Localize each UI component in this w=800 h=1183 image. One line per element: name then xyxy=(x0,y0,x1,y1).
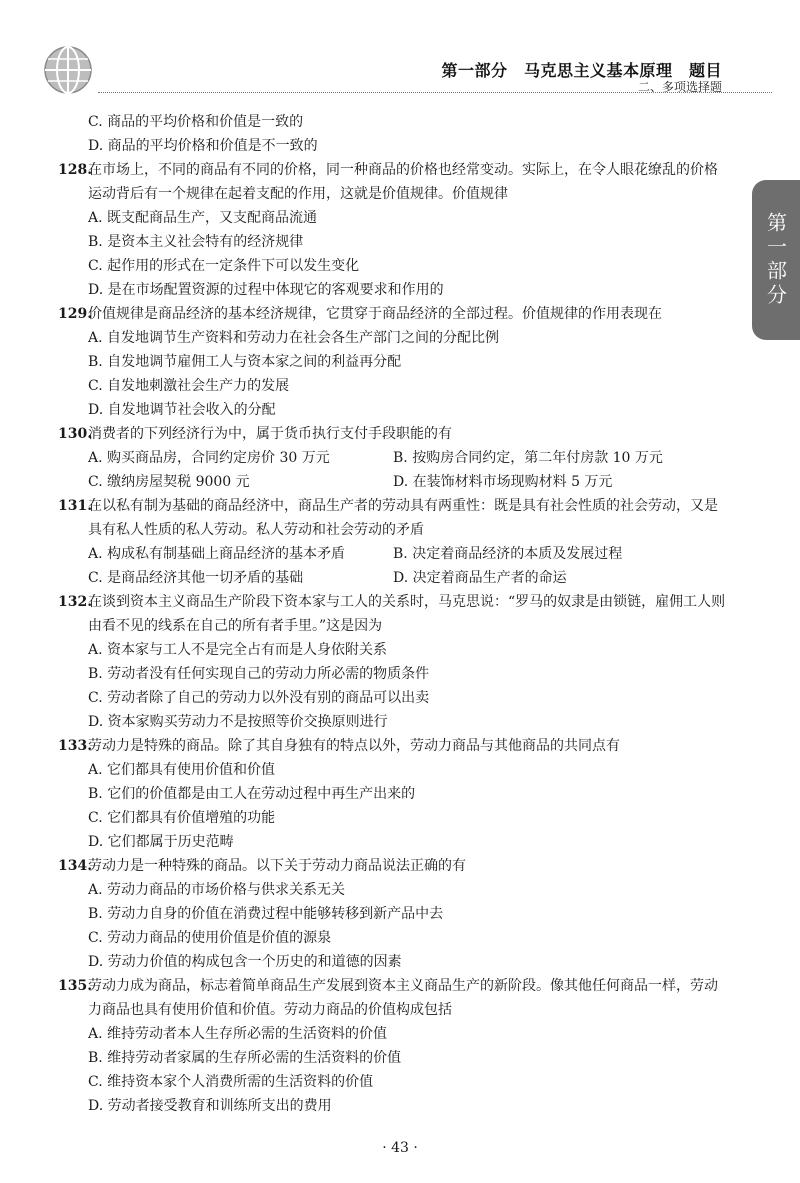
option: B. 维持劳动者家属的生存所必需的生活资料的价值 xyxy=(88,1050,402,1066)
question-128 xyxy=(58,158,728,206)
option: A. 构成私有制基础上商品经济的基本矛盾 xyxy=(88,546,346,562)
question-content xyxy=(58,110,728,1118)
question-135 xyxy=(58,974,728,1022)
question-stem: 在市场上，不同的商品有不同的价格，同一种商品的价格也经常变动。实际上，在令人眼花缭乱的价格运动背后有一个规律在起着支配的作用，这就是价值规律。价值规律 xyxy=(88,162,718,202)
header-title: 第一部分 马克思主义基本原理 题目 xyxy=(441,61,722,80)
header-divider xyxy=(98,92,772,93)
option: D. 劳动力价值的构成包含一个历史的和道德的因素 xyxy=(88,954,402,970)
option: C. 劳动者除了自己的劳动力以外没有别的商品可以出卖 xyxy=(88,690,430,706)
question-number: 129. xyxy=(58,306,93,322)
option: D. 资本家购买劳动力不是按照等价交换原则进行 xyxy=(88,714,388,730)
option: C. 是商品经济其他一切矛盾的基础 xyxy=(88,570,304,586)
option-grid xyxy=(58,542,728,590)
option: A. 购买商品房，合同约定房价 30 万元 xyxy=(88,450,330,466)
option: C. 起作用的形式在一定条件下可以发生变化 xyxy=(88,258,360,274)
question-131 xyxy=(58,494,728,542)
header-subtitle: 二、多项选择题 xyxy=(637,80,722,94)
option: A. 维持劳动者本人生存所必需的生活资料的价值 xyxy=(88,1026,388,1042)
question-130 xyxy=(58,422,728,446)
option: C. 维持资本家个人消费所需的生活资料的价值 xyxy=(88,1074,374,1090)
question-number: 133. xyxy=(58,738,93,754)
question-number: 135. xyxy=(58,978,93,994)
option: B. 劳动者没有任何实现自己的劳动力所必需的物质条件 xyxy=(88,666,430,682)
option: C. 自发地刺激社会生产力的发展 xyxy=(88,378,290,394)
option: A. 劳动力商品的市场价格与供求关系无关 xyxy=(88,882,346,898)
option: A. 既支配商品生产，又支配商品流通 xyxy=(88,210,318,226)
globe-logo-icon xyxy=(42,44,94,96)
option: D. 是在市场配置资源的过程中体现它的客观要求和作用的 xyxy=(88,282,444,298)
question-number: 132. xyxy=(58,594,93,610)
question-number: 131. xyxy=(58,498,93,514)
section-side-tab: 第一部分 xyxy=(752,180,800,340)
option: B. 劳动力自身的价值在消费过程中能够转移到新产品中去 xyxy=(88,906,444,922)
option: A. 资本家与工人不是完全占有而是人身依附关系 xyxy=(88,642,388,658)
question-134 xyxy=(58,854,728,878)
option: D. 决定着商品生产者的命运 xyxy=(393,570,567,586)
option: A. 它们都具有使用价值和价值 xyxy=(88,762,276,778)
option: D. 自发地调节社会收入的分配 xyxy=(88,402,276,418)
question-stem: 在谈到资本主义商品生产阶段下资本家与工人的关系时，马克思说：“罗马的奴隶是由锁链，雇佣工人则由看不见的线系在自己的所有者手里。”这是因为 xyxy=(88,594,726,634)
question-stem: 在以私有制为基础的商品经济中，商品生产者的劳动具有两重性：既是具有社会性质的社会劳动，又是具有私人性质的私人劳动。私人劳动和社会劳动的矛盾 xyxy=(88,498,718,538)
option: B. 是资本主义社会特有的经济规律 xyxy=(88,234,304,250)
option: C. 缴纳房屋契税 9000 元 xyxy=(88,474,250,490)
question-number: 134. xyxy=(58,858,93,874)
lead-option: D. 商品的平均价格和价值是不一致的 xyxy=(88,138,318,154)
question-number: 128. xyxy=(58,162,93,178)
option-grid xyxy=(58,446,728,494)
question-stem: 价值规律是商品经济的基本经济规律，它贯穿于商品经济的全部过程。价值规律的作用表现在 xyxy=(88,306,662,322)
question-stem: 劳动力是一种特殊的商品。以下关于劳动力商品说法正确的有 xyxy=(88,858,466,874)
question-stem: 劳动力是特殊的商品。除了其自身独有的特点以外，劳动力商品与其他商品的共同点有 xyxy=(88,738,620,754)
question-129 xyxy=(58,302,728,326)
option: B. 它们的价值都是由工人在劳动过程中再生产出来的 xyxy=(88,786,416,802)
page-number: · 43 · xyxy=(382,1140,418,1156)
question-stem: 消费者的下列经济行为中，属于货币执行支付手段职能的有 xyxy=(88,426,452,442)
option: A. 自发地调节生产资料和劳动力在社会各生产部门之间的分配比例 xyxy=(88,330,500,346)
option: D. 在装饰材料市场现购材料 5 万元 xyxy=(393,474,613,490)
question-133 xyxy=(58,734,728,758)
question-132 xyxy=(58,590,728,638)
question-stem: 劳动力成为商品，标志着简单商品生产发展到资本主义商品生产的新阶段。像其他任何商品一样，劳动力商品也具有使用价值和价值。劳动力商品的价值构成包括 xyxy=(88,978,718,1018)
question-number: 130. xyxy=(58,426,93,442)
option: C. 劳动力商品的使用价值是价值的源泉 xyxy=(88,930,332,946)
option: B. 按购房合同约定，第二年付房款 10 万元 xyxy=(393,450,663,466)
option: B. 自发地调节雇佣工人与资本家之间的利益再分配 xyxy=(88,354,402,370)
option: D. 它们都属于历史范畴 xyxy=(88,834,234,850)
option: D. 劳动者接受教育和训练所支出的费用 xyxy=(88,1098,332,1114)
option: B. 决定着商品经济的本质及发展过程 xyxy=(393,546,623,562)
option: C. 它们都具有价值增殖的功能 xyxy=(88,810,276,826)
lead-option: C. 商品的平均价格和价值是一致的 xyxy=(88,114,304,130)
